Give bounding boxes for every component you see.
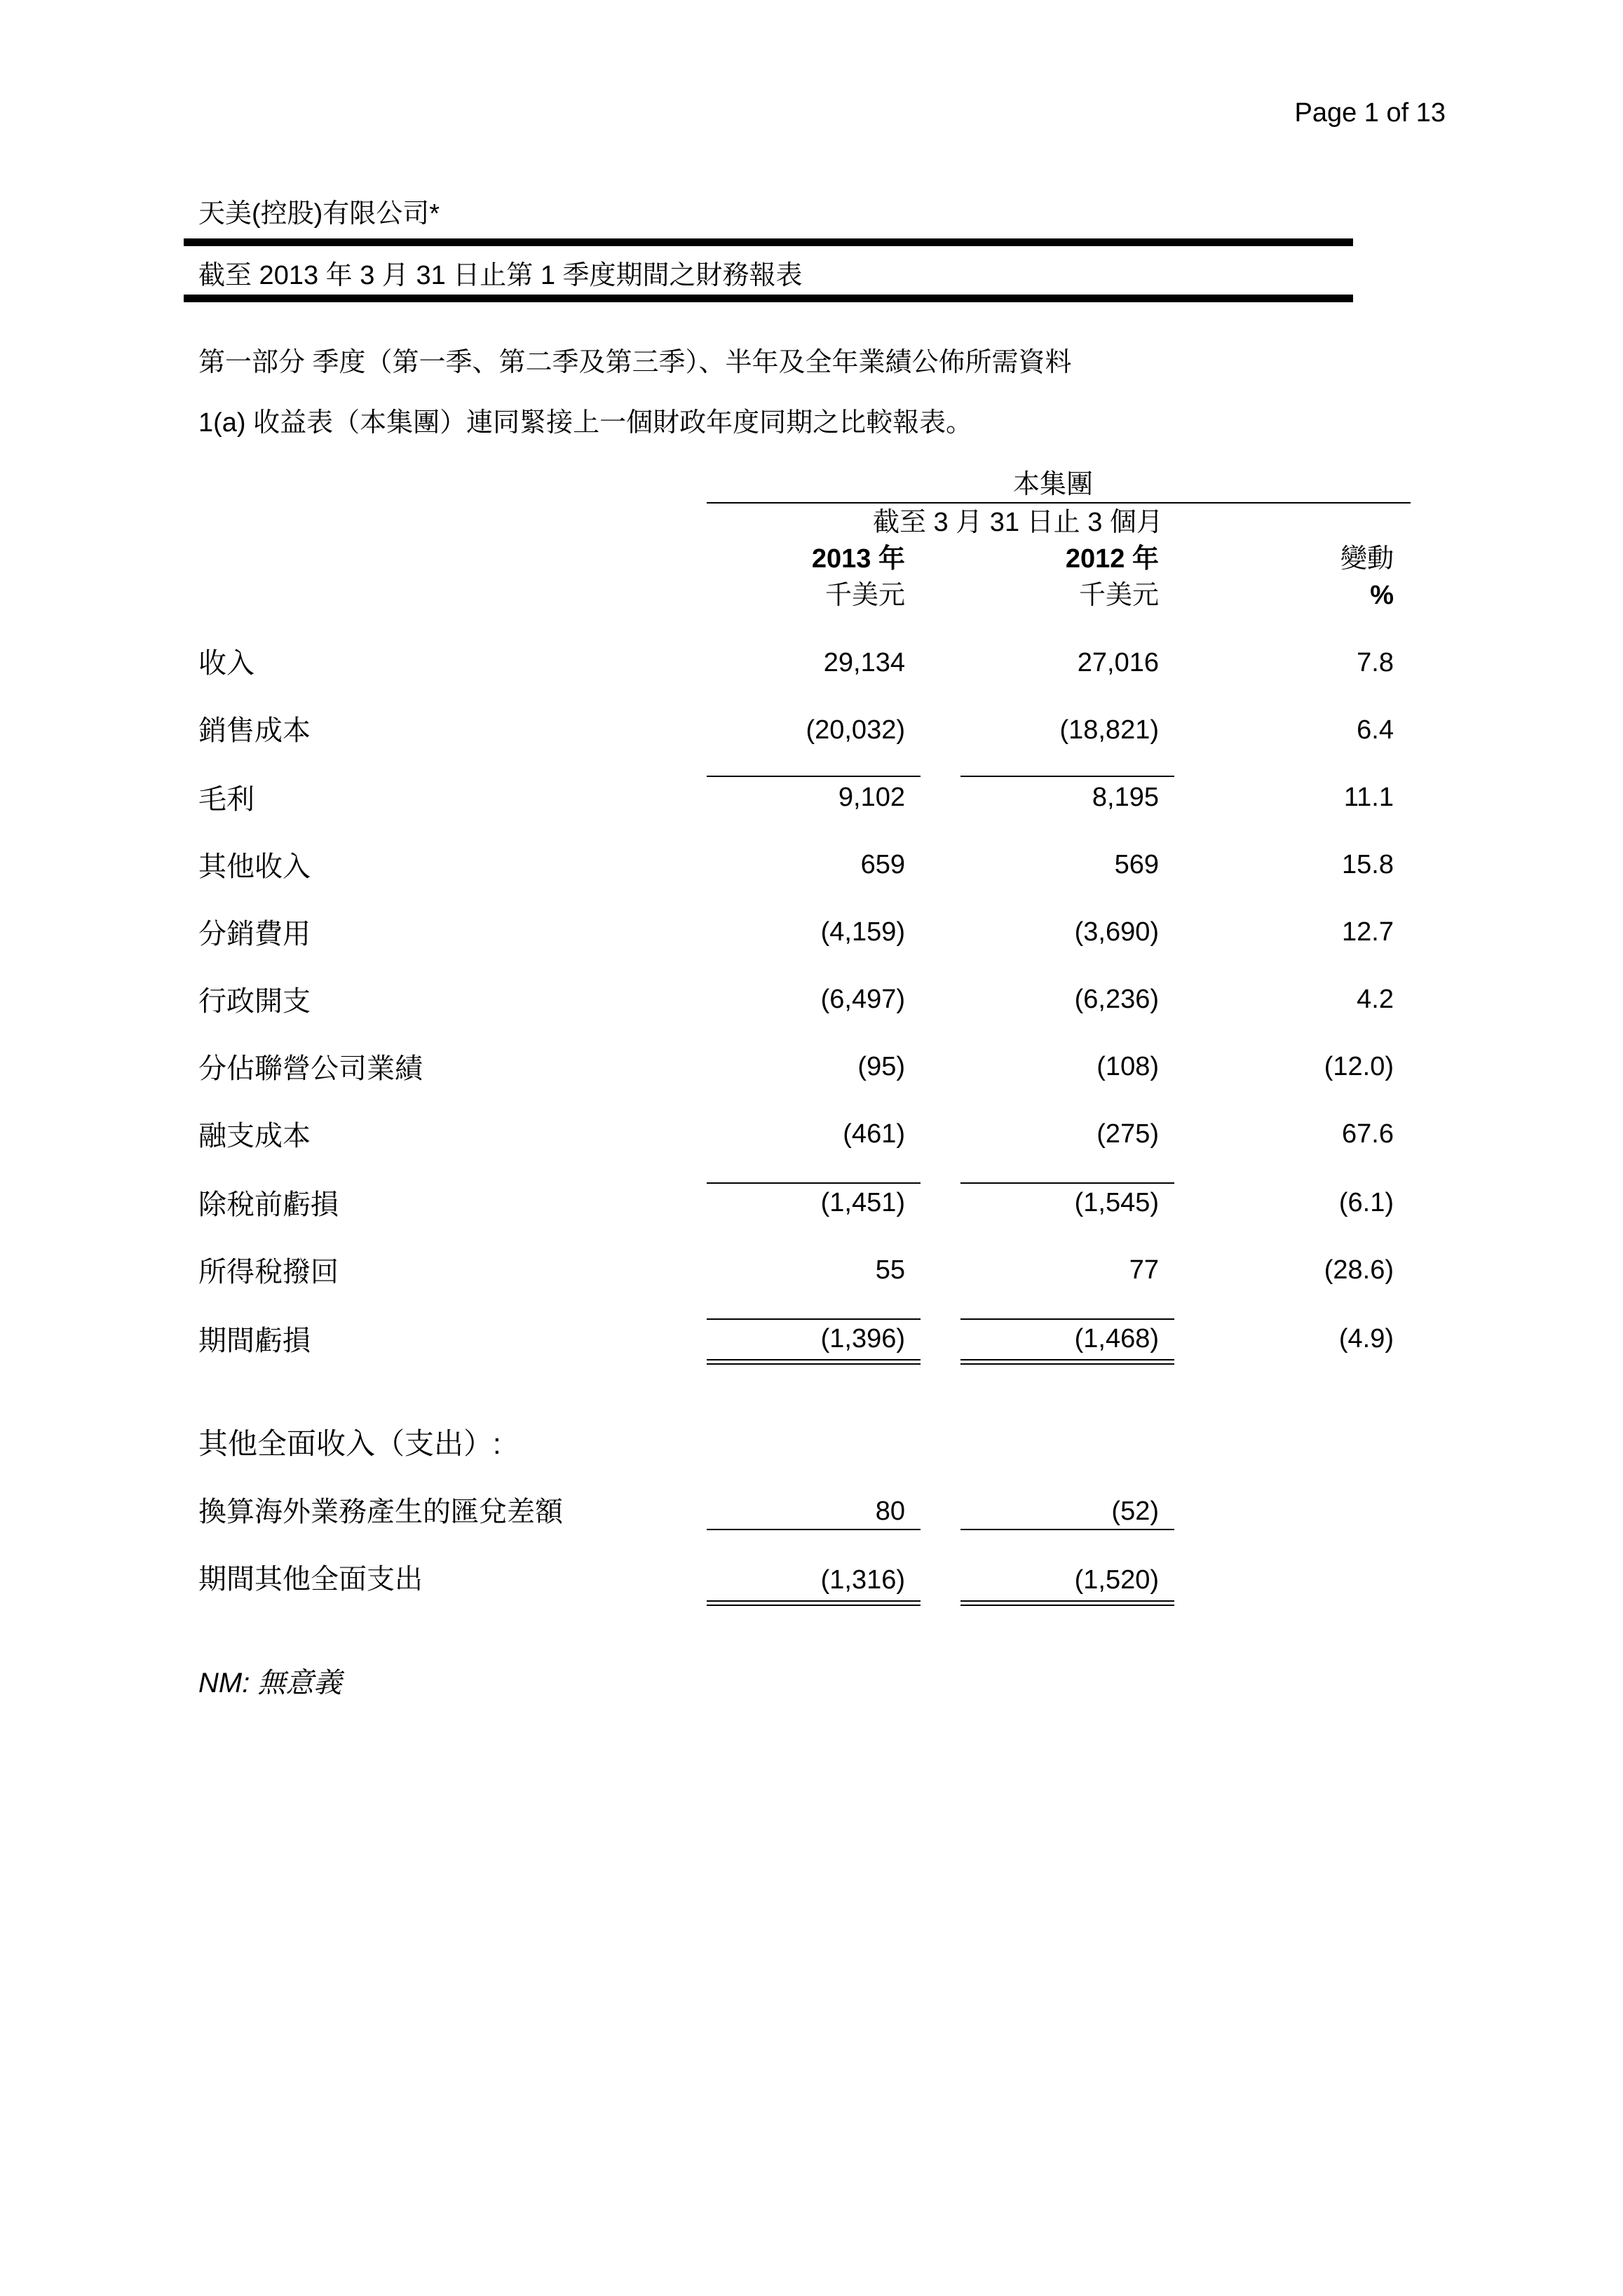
- double-rule-2013-b: [707, 1605, 921, 1606]
- row-label: 期間其他全面支出: [198, 1564, 423, 1595]
- value-change: 11.1: [1343, 783, 1394, 812]
- double-rule-2012-a: [960, 1359, 1174, 1360]
- col-2013-unit: 千美元: [824, 581, 905, 610]
- header-rule-bottom: [184, 295, 1353, 302]
- value-2012: 8,195: [1092, 783, 1159, 812]
- value-2013: (1,316): [820, 1565, 905, 1595]
- value-2013: (4,159): [820, 917, 905, 947]
- value-2013: (6,497): [820, 985, 905, 1014]
- part-heading: 第一部分 季度（第一季、第二季及第三季）、半年及全年業績公佈所需資料: [198, 348, 1072, 377]
- col-change-unit: %: [1370, 581, 1394, 610]
- row-label: 收入: [198, 648, 254, 679]
- value-change: 4.2: [1357, 985, 1394, 1014]
- row-label: 融支成本: [198, 1121, 311, 1152]
- row-label: 行政開支: [198, 986, 311, 1017]
- col-change-header: 變動: [1340, 544, 1394, 574]
- value-2012: 27,016: [1077, 648, 1159, 677]
- value-2012: (6,236): [1074, 985, 1159, 1014]
- row-label: 毛利: [198, 784, 254, 815]
- value-change: 7.8: [1357, 648, 1394, 677]
- value-change: (28.6): [1324, 1255, 1394, 1285]
- value-2013: (1,396): [820, 1324, 905, 1353]
- value-2013: 29,134: [823, 648, 905, 677]
- row-label: 除稅前虧損: [198, 1189, 339, 1220]
- subtotal-rule-2012: [960, 1182, 1174, 1184]
- col-2012-year: 2012 年: [1065, 544, 1159, 574]
- section-heading: 1(a) 收益表（本集團）連同緊接上一個財政年度同期之比較報表。: [198, 408, 973, 438]
- double-rule-2013-a: [707, 1600, 921, 1602]
- value-2013: 80: [875, 1497, 905, 1526]
- row-label: 其他收入: [198, 851, 311, 882]
- value-2012: (108): [1096, 1052, 1159, 1081]
- double-rule-2013-b: [707, 1363, 921, 1365]
- value-2013: (1,451): [820, 1188, 905, 1217]
- value-change: (4.9): [1338, 1324, 1394, 1353]
- subtotal-rule-2012: [960, 1318, 1174, 1320]
- period-header: 截至 3 月 31 日止 3 個月: [873, 508, 1163, 537]
- value-2012: (52): [1111, 1497, 1159, 1526]
- value-2013: (95): [857, 1052, 905, 1081]
- value-2012: (18,821): [1059, 715, 1159, 745]
- value-2013: (20,032): [806, 715, 905, 745]
- page-number: Page 1 of 13: [1294, 98, 1446, 128]
- value-2012: (3,690): [1074, 917, 1159, 947]
- value-2012: (1,545): [1074, 1188, 1159, 1217]
- subtotal-rule-2013: [707, 776, 921, 777]
- value-change: (6.1): [1338, 1188, 1394, 1217]
- value-2012: 569: [1114, 850, 1159, 879]
- group-header-rule: [707, 502, 1411, 504]
- row-label: 換算海外業務產生的匯兌差額: [198, 1497, 563, 1527]
- row-label: 銷售成本: [198, 715, 311, 746]
- oci-heading: 其他全面收入（支出）:: [198, 1427, 501, 1460]
- subtotal-rule-2013: [707, 1529, 921, 1530]
- subtotal-rule-2012: [960, 776, 1174, 777]
- row-label: 分佔聯營公司業績: [198, 1053, 423, 1084]
- double-rule-2012-b: [960, 1363, 1174, 1365]
- subtotal-rule-2013: [707, 1318, 921, 1320]
- double-rule-2013-a: [707, 1359, 921, 1360]
- report-title: 截至 2013 年 3 月 31 日止第 1 季度期間之財務報表: [198, 261, 803, 290]
- value-2013: 659: [860, 850, 905, 879]
- header-rule-top: [184, 238, 1353, 246]
- value-change: (12.0): [1324, 1052, 1394, 1081]
- value-2013: 9,102: [838, 783, 905, 812]
- footnote: NM: 無意義: [198, 1668, 342, 1699]
- value-2012: 77: [1129, 1255, 1159, 1285]
- value-change: 12.7: [1342, 917, 1394, 947]
- value-2013: (461): [843, 1119, 905, 1149]
- row-label: 期間虧損: [198, 1325, 311, 1356]
- value-2012: (1,520): [1074, 1565, 1159, 1595]
- value-change: 6.4: [1357, 715, 1394, 745]
- col-2012-unit: 千美元: [1078, 581, 1159, 610]
- double-rule-2012-a: [960, 1600, 1174, 1602]
- value-change: 15.8: [1342, 850, 1394, 879]
- col-2013-year: 2013 年: [811, 544, 905, 574]
- value-change: 67.6: [1342, 1119, 1394, 1149]
- value-2012: (1,468): [1074, 1324, 1159, 1353]
- subtotal-rule-2013: [707, 1182, 921, 1184]
- group-header: 本集團: [1013, 470, 1094, 499]
- subtotal-rule-2012: [960, 1529, 1174, 1530]
- row-label: 所得稅撥回: [198, 1257, 339, 1288]
- company-name: 天美(控股)有限公司*: [198, 199, 440, 229]
- value-2013: 55: [875, 1255, 905, 1285]
- double-rule-2012-b: [960, 1605, 1174, 1606]
- row-label: 分銷費用: [198, 919, 311, 950]
- value-2012: (275): [1096, 1119, 1159, 1149]
